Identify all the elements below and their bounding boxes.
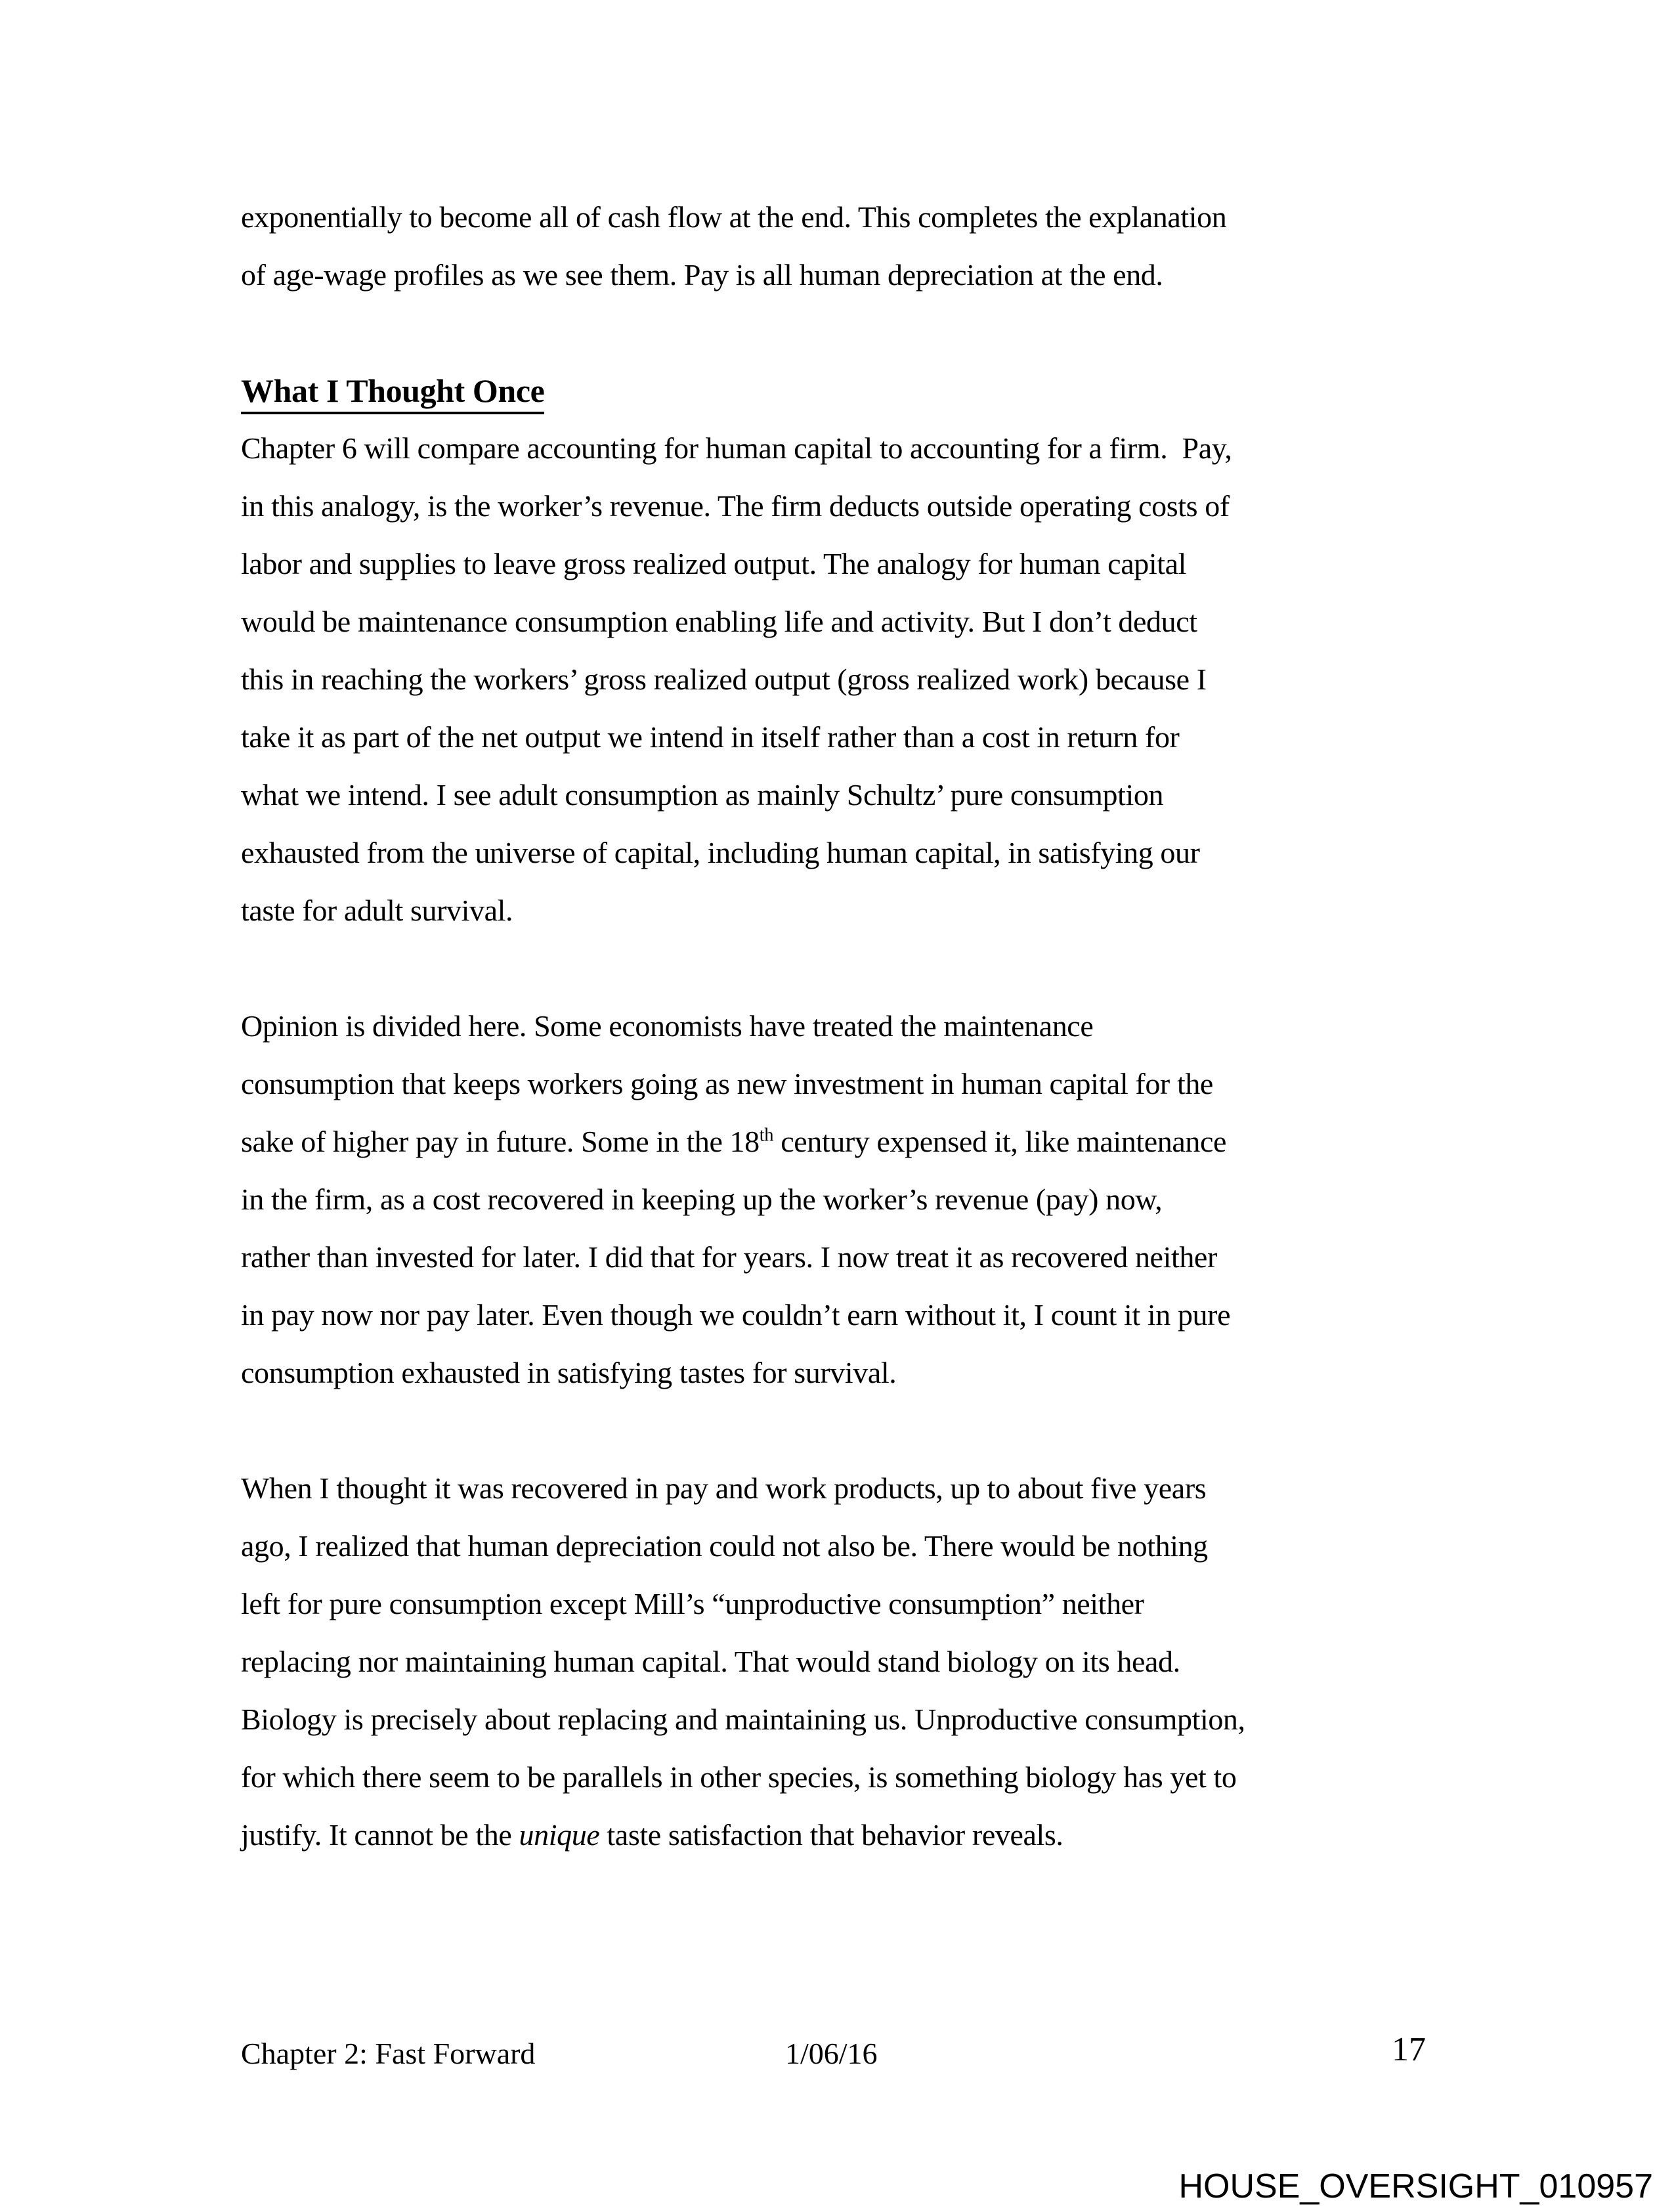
paragraph-chapter6 (241, 420, 1475, 940)
paragraph-when-i-thought (241, 1460, 1475, 1864)
section-heading (241, 362, 1475, 420)
text-line: what we intend. I see adult consumption as mainly Schultz’ pure consumption (241, 778, 1164, 812)
text-line: consumption that keeps workers going as new investment in human capital for the (241, 1067, 1213, 1100)
footer-page-number: 17 (1392, 2031, 1426, 2068)
text-line: would be maintenance consumption enabling life and activity. But I don’t deduct (241, 605, 1197, 638)
text-line: rather than invested for later. I did that for years. I now treat it as recovered neither (241, 1240, 1217, 1274)
text-segment: century expensed it, like maintenance (773, 1125, 1227, 1158)
text-line: for which there seem to be parallels in other species, is something biology has yet to (241, 1760, 1237, 1794)
section-heading-text: What I Thought Once (241, 372, 544, 414)
text-line-with-superscript (241, 1113, 1475, 1171)
text-line: Opinion is divided here. Some economists have treated the maintenance (241, 1009, 1094, 1043)
text-segment: justify. It cannot be the (241, 1818, 519, 1852)
italic-word: unique (519, 1818, 600, 1852)
text-line: When I thought it was recovered in pay and work products, up to about five years (241, 1471, 1207, 1505)
text-line: this in reaching the workers’ gross realized output (gross realized work) because I (241, 662, 1207, 696)
document-body (241, 188, 1475, 1864)
page-footer (0, 2031, 1674, 2077)
text-line: labor and supplies to leave gross realized output. The analogy for human capital (241, 547, 1186, 580)
paragraph-opinion (241, 997, 1475, 1402)
footer-chapter-label: Chapter 2: Fast Forward (241, 2037, 536, 2070)
text-line-with-italic (241, 1806, 1475, 1864)
text-segment: sake of higher pay in future. Some in the 18 (241, 1125, 760, 1158)
text-segment: taste satisfaction that behavior reveals. (599, 1818, 1063, 1852)
text-line: consumption exhausted in satisfying tastes for survival. (241, 1356, 897, 1389)
text-line: Chapter 6 will compare accounting for human capital to accounting for a firm. Pay, (241, 431, 1232, 465)
footer-date: 1/06/16 (785, 2037, 878, 2070)
text-line: in this analogy, is the worker’s revenue. The firm deducts outside operating costs of (241, 489, 1230, 523)
text-line: take it as part of the net output we intend in itself rather than a cost in return for (241, 720, 1180, 754)
bates-stamp-label: HOUSE_OVERSIGHT_010957 (1178, 2167, 1653, 2205)
text-line: left for pure consumption except Mill’s “unproductive consumption” neither (241, 1587, 1144, 1620)
superscript-ordinal: th (759, 1125, 774, 1146)
text-line: of age-wage profiles as we see them. Pay is all human depreciation at the end. (241, 258, 1163, 292)
paragraph-intro (241, 188, 1475, 304)
text-line: replacing nor maintaining human capital. That would stand biology on its head. (241, 1645, 1180, 1678)
text-line: Biology is precisely about replacing and maintaining us. Unproductive consumption, (241, 1702, 1245, 1736)
text-line: taste for adult survival. (241, 894, 513, 927)
text-line: exhausted from the universe of capital, including human capital, in satisfying our (241, 836, 1200, 869)
text-line: ago, I realized that human depreciation could not also be. There would be nothing (241, 1529, 1208, 1563)
text-line: exponentially to become all of cash flow at the end. This completes the explanation (241, 200, 1227, 234)
text-line: in the firm, as a cost recovered in keeping up the worker’s revenue (pay) now, (241, 1182, 1163, 1216)
text-line: in pay now nor pay later. Even though we couldn’t earn without it, I count it in pure (241, 1298, 1231, 1332)
